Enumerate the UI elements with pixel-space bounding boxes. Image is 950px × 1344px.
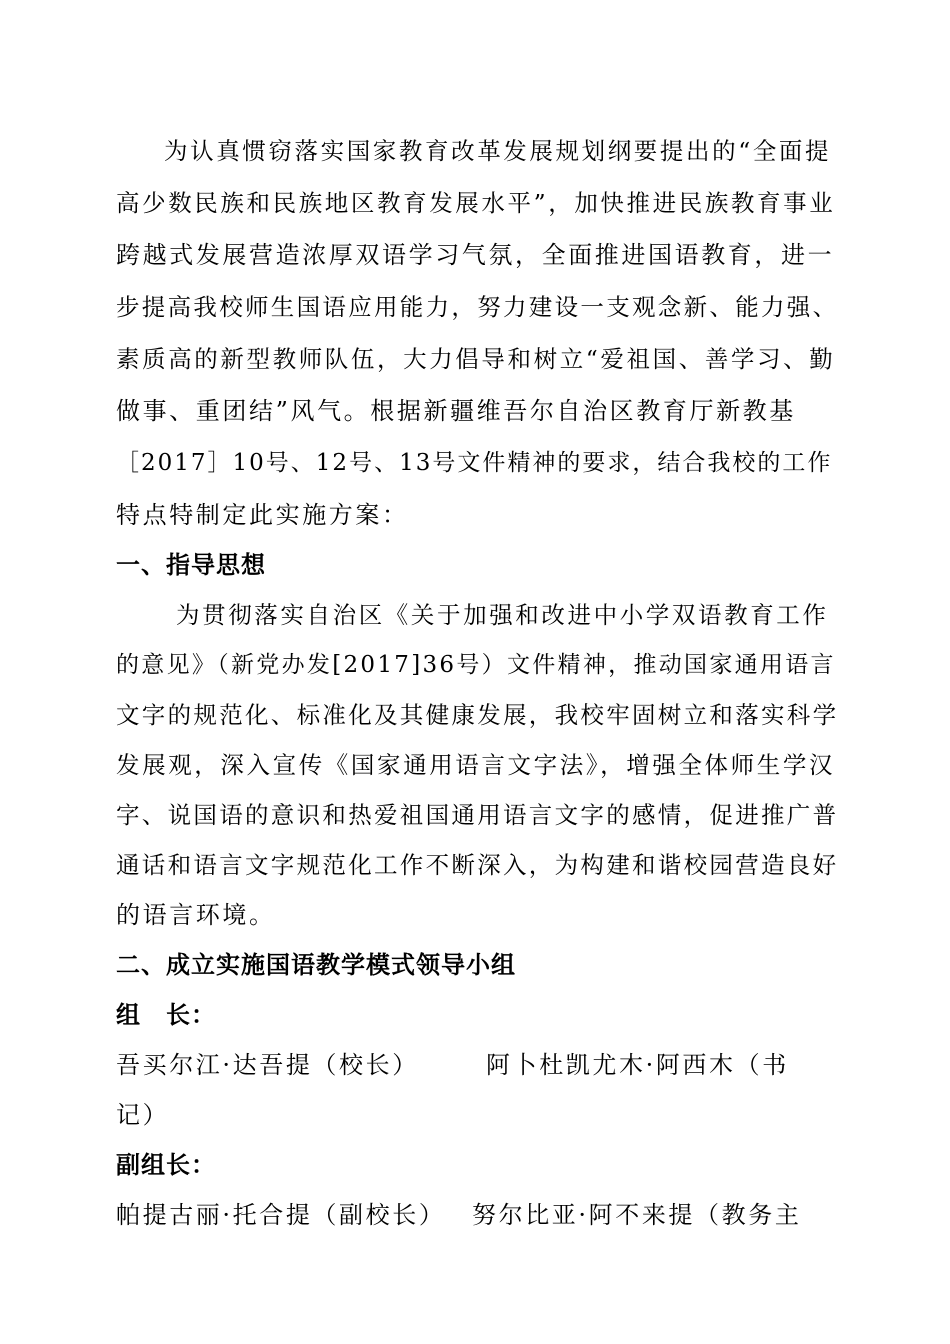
- intro-line-1: 为认真惯窃落实国家教育改革发展规划纲要提出的“全面提: [164, 137, 832, 165]
- section1-line-6: 通话和语言文字规范化工作不断深入，为构建和谐校园营造良好: [116, 851, 839, 879]
- deputy-leader-label: 副组长：: [116, 1151, 216, 1179]
- section1-line-7: 的语言环境。: [116, 901, 276, 929]
- leader-name-2-continued: 记）: [116, 1101, 170, 1129]
- section-heading-leadership-group: 二、成立实施国语教学模式领导小组: [116, 951, 516, 979]
- intro-line-8: 特点特制定此实施方案：: [116, 501, 409, 529]
- section1-line-5: 字、说国语的意识和热爱祖国通用语言文字的感情，促进推广普: [116, 801, 839, 829]
- leader-name-1: 吾买尔江·达吾提（校长）: [116, 1051, 419, 1079]
- intro-line-6: 做事、重团结”风气。根据新疆维吾尔自治区教育厅新教基: [116, 397, 796, 425]
- intro-line-5: 素质高的新型教师队伍，大力倡导和树立“爱祖国、善学习、勤: [116, 345, 836, 373]
- section1-line-4: 发展观，深入宣传《国家通用语言文字法》，增强全体师生学汉: [116, 751, 836, 779]
- leader-name-2: 阿卜杜凯尤木·阿西木（书: [486, 1051, 789, 1079]
- intro-line-4: 步提高我校师生国语应用能力，努力建设一支观念新、能力强、: [116, 293, 839, 321]
- section1-line-3: 文字的规范化、标准化及其健康发展，我校牢固树立和落实科学: [116, 701, 839, 729]
- deputy-name-1: 帕提古丽·托合提（副校长）: [116, 1201, 446, 1229]
- section1-line-1: 为贯彻落实自治区《关于加强和改进中小学双语教育工作: [176, 601, 829, 629]
- deputy-name-2: 努尔比亚·阿不来提（教务主: [472, 1201, 802, 1229]
- section-heading-guiding-thought: 一、指导思想: [116, 551, 266, 579]
- intro-line-3: 跨越式发展营造浓厚双语学习气氛，全面推进国语教育，进一: [116, 241, 835, 269]
- intro-line-7: ［2017］10号、12号、13号文件精神的要求，结合我校的工作: [116, 450, 833, 476]
- leader-label: 组 长：: [116, 1001, 216, 1029]
- section1-line-2: 的意见》（新党办发[2017]36号）文件精神，推动国家通用语言: [116, 652, 836, 678]
- intro-line-2: 高少数民族和民族地区教育发展水平”，加快推进民族教育事业: [116, 189, 836, 217]
